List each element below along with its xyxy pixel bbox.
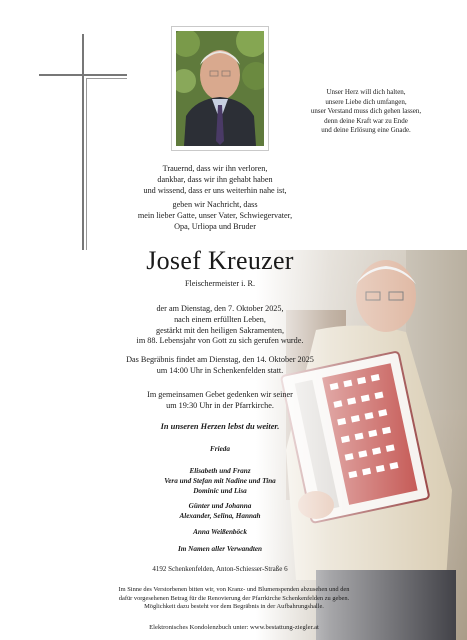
donation-note bbox=[44, 586, 424, 612]
family-line: Alexander, Selina, Hannah bbox=[179, 511, 261, 520]
condolence-link[interactable]: Elektronisches Kondolenzbuch unter: www.bestattung-ziegler.at bbox=[149, 624, 319, 631]
motto: In unseren Herzen lebst du weiter. bbox=[160, 422, 280, 431]
announcement-line: mein lieber Gatte, unser Vater, Schwiegervater, bbox=[137, 210, 293, 220]
poem-line: Unser Herz will dich halten, bbox=[326, 88, 406, 96]
announcement-line: Opa, Urliopa und Bruder bbox=[174, 221, 256, 231]
profession: Fleischermeister i. R. bbox=[184, 279, 256, 288]
donation-line: Möglichkeit dazu besteht vor dem Begräbnis in der Aufbahrungshalle. bbox=[144, 603, 324, 611]
intro-line: dankbar, dass wir ihn gehabt haben bbox=[157, 174, 273, 184]
deceased-name: Josef Kreuzer bbox=[146, 246, 294, 275]
intro-line: und wissend, dass er uns weiterhin nahe ist, bbox=[143, 185, 287, 195]
funeral-info bbox=[90, 355, 350, 377]
poem-line: unser Verstand muss dich gehen lassen, bbox=[310, 107, 422, 115]
portrait-frame bbox=[171, 26, 269, 151]
family-group bbox=[110, 502, 330, 522]
family-group bbox=[110, 445, 330, 455]
announcement-line: geben wir Nachricht, dass bbox=[172, 200, 258, 209]
family-line: Günter und Johanna bbox=[188, 502, 252, 510]
portrait-photo bbox=[176, 31, 264, 146]
family-group bbox=[110, 528, 330, 538]
death-line: nach einem erfüllten Leben, bbox=[174, 314, 266, 324]
family-group bbox=[110, 467, 330, 496]
family-line: Elisabeth und Franz bbox=[189, 467, 251, 475]
address: 4192 Schenkenfelden, Anton-Schiesser-Straße 6 bbox=[152, 565, 288, 573]
prayer-info bbox=[90, 390, 350, 412]
funeral-line: um 14:00 Uhr in Schenkenfelden statt. bbox=[156, 365, 284, 375]
death-line: gestärkt mit den heiligen Sakramenten, bbox=[155, 325, 284, 335]
family-line: Im Namen aller Verwandten bbox=[177, 545, 263, 553]
death-notice bbox=[90, 304, 350, 347]
prayer-line: um 19:30 Uhr in der Pfarrkirche. bbox=[166, 400, 274, 410]
family-line: Anna Weißenböck bbox=[193, 528, 247, 536]
poem-line: und deine Erlösung eine Gnade. bbox=[321, 126, 411, 134]
announcement-text bbox=[80, 200, 350, 232]
cross-bar bbox=[39, 74, 127, 76]
death-line: der am Dienstag, den 7. Oktober 2025, bbox=[156, 304, 284, 313]
poem bbox=[286, 88, 446, 136]
poem-line: unsere Liebe dich umfangen, bbox=[325, 97, 407, 106]
intro-line: Trauernd, dass wir ihn verloren, bbox=[162, 164, 268, 173]
family-line: Dominic und Lisa bbox=[193, 486, 247, 495]
death-line: im 88. Lebensjahr von Gott zu sich gerufen wurde. bbox=[136, 336, 304, 346]
prayer-line: Im gemeinsamen Gebet gedenken wir seiner bbox=[147, 390, 293, 399]
cross-bar-shadow bbox=[86, 78, 127, 79]
family-group bbox=[110, 545, 330, 555]
poem-line: denn deine Kraft war zu Ende bbox=[324, 116, 408, 125]
family-line: Frieda bbox=[210, 445, 230, 453]
intro-text bbox=[80, 164, 350, 196]
family-line: Vera und Stefan mit Nadine und Tina bbox=[164, 476, 276, 485]
donation-line: Im Sinne des Verstorbenen bitten wir, von Kranz- und Blumenspenden abzusehen und den bbox=[118, 586, 350, 593]
donation-line: dafür vorgesehenen Betrag für die Renovierung der Pfarrkirche Schenkenfelden zu geben. bbox=[118, 594, 350, 602]
funeral-line: Das Begräbnis findet am Dienstag, den 14. Oktober 2025 bbox=[126, 355, 314, 364]
